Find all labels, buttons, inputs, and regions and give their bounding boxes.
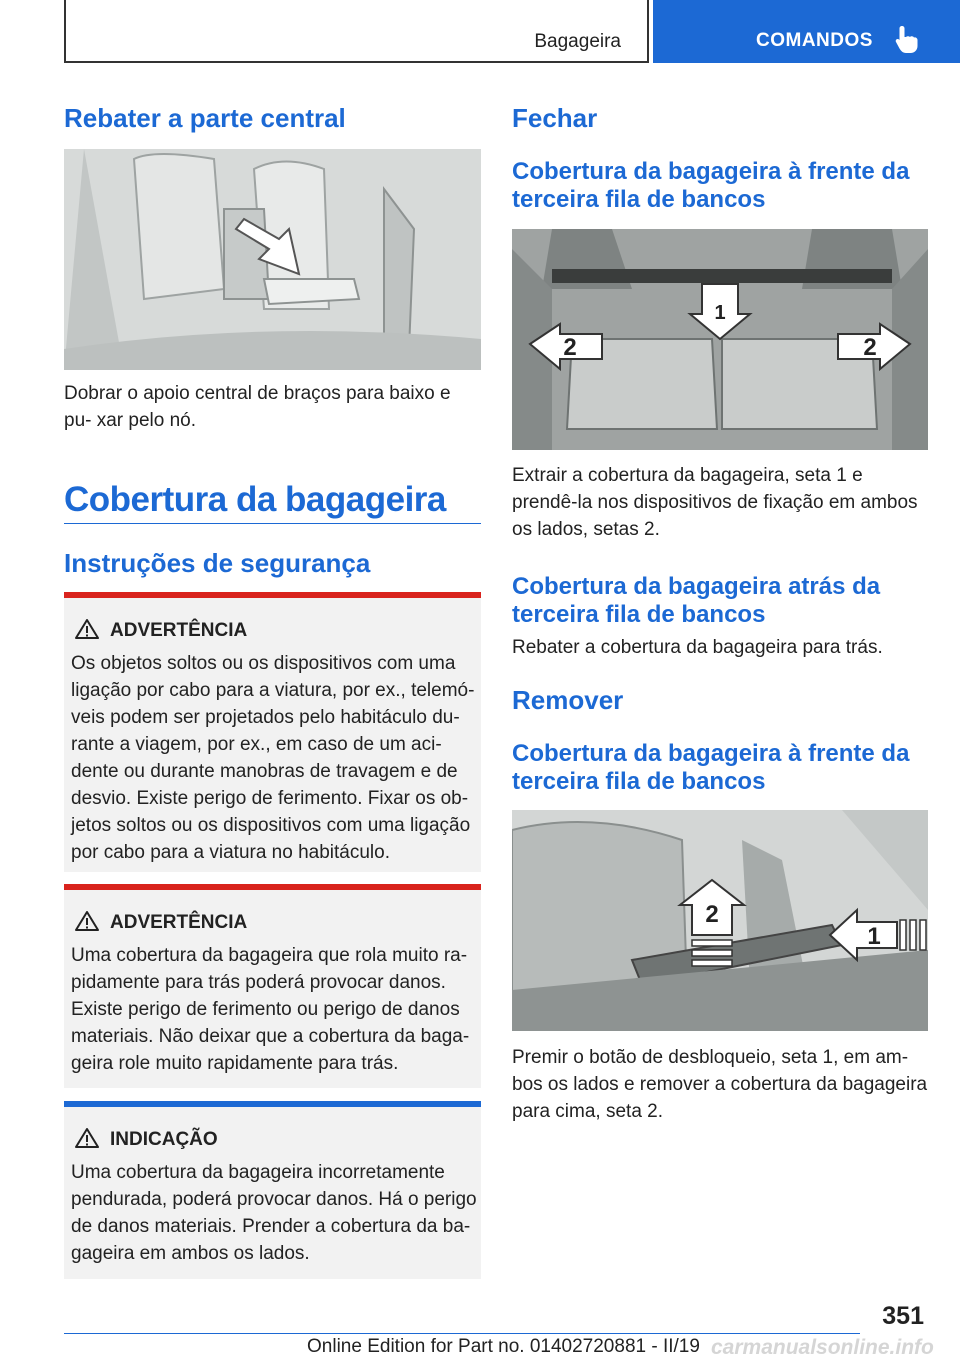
warning-triangle-icon xyxy=(74,910,100,932)
notice-text: Uma cobertura da bagageira incorretamente pendurada, poderá provocar danos. Há o perigo de danos materiais. Prender a cobertura da ba‐ gageira em ambos os lados. xyxy=(71,1162,477,1264)
arrow-label: 2 xyxy=(705,901,719,928)
subheading-close-back: Cobertura da bagageira atrás da terceira fila de bancos xyxy=(512,573,881,628)
section-title: Bagageira xyxy=(534,31,621,52)
warning-text: Os objetos soltos ou os dispositivos com uma ligação por cabo para a viatura, por ex., telemó‐ veis podem ser projetados pelo habitáculo du‐ rante a viagem, por ex., em caso de um aci‐ dente ou durante manobras de travagem e de desvio. Existe perigo de ferimento. Fixar os ob‐ jetos soltos ou os dispositivos com uma ligação por cabo para a viatura no habitáculo. xyxy=(71,653,475,863)
arrow-label: 2 xyxy=(863,334,877,361)
heading-fechar: Fechar xyxy=(512,103,598,133)
footer-rule xyxy=(64,1333,860,1334)
title-rule xyxy=(64,523,481,524)
warning-bar xyxy=(64,592,481,598)
watermark: carmanualsonline.info xyxy=(711,1336,934,1359)
warning-text: Uma cobertura da bagageira que rola muito ra‐ pidamente para trás poderá provocar danos. Existe perigo de ferimento ou perigo de danos materiais. Não deixar que a cobertura da baga‐ geira role muito rapidamente para trás. xyxy=(71,945,470,1074)
close-instruction-1: Extrair a cobertura da bagageira, seta 1 e prendê-la nos dispositivos de fixação em ambos os lados, setas 2. xyxy=(512,465,918,540)
heading-safety: Instruções de segurança xyxy=(64,548,371,578)
cargo-cover-close-image xyxy=(512,229,928,450)
heading-rebater: Rebater a parte central xyxy=(64,103,346,133)
armrest-image xyxy=(64,149,481,370)
warning-title: ADVERTÊNCIA xyxy=(110,620,248,641)
warning-bar xyxy=(64,884,481,890)
warning-title: ADVERTÊNCIA xyxy=(110,912,248,933)
hand-pointer-icon xyxy=(893,24,921,54)
page-title: Cobertura da bagageira xyxy=(64,480,446,519)
chapter-tab-label: COMANDOS xyxy=(756,30,873,51)
cargo-cover-remove-image xyxy=(512,810,928,1031)
footer-edition: Online Edition for Part no. 01402720881 - II/19 xyxy=(307,1336,700,1357)
header-box xyxy=(64,0,649,63)
warning-triangle-icon xyxy=(74,1127,100,1149)
subheading-close-front: Cobertura da bagageira à frente da terceira fila de bancos xyxy=(512,158,910,213)
close-instruction-2: Rebater a cobertura da bagageira para trás. xyxy=(512,637,883,658)
notice-box xyxy=(64,1101,481,1279)
arrow-label: 1 xyxy=(714,302,726,324)
arrow-label: 2 xyxy=(563,334,577,361)
notice-bar xyxy=(64,1101,481,1107)
notice-title: INDICAÇÃO xyxy=(110,1129,218,1150)
arrow-label: 1 xyxy=(867,923,881,950)
chapter-tab[interactable] xyxy=(653,0,960,63)
warning-triangle-icon xyxy=(74,618,100,640)
page-number: 351 xyxy=(882,1302,924,1330)
subheading-remove-front: Cobertura da bagageira à frente da terceira fila de bancos xyxy=(512,740,910,795)
remove-instruction: Premir o botão de desbloqueio, seta 1, em am‐ bos os lados e remover a cobertura da bagageira para cima, seta 2. xyxy=(512,1047,928,1122)
heading-remover: Remover xyxy=(512,685,624,715)
armrest-instruction: Dobrar o apoio central de braços para baixo e pu‐ xar pelo nó. xyxy=(64,383,451,431)
warning-box-2 xyxy=(64,884,481,1088)
warning-box-1 xyxy=(64,592,481,872)
